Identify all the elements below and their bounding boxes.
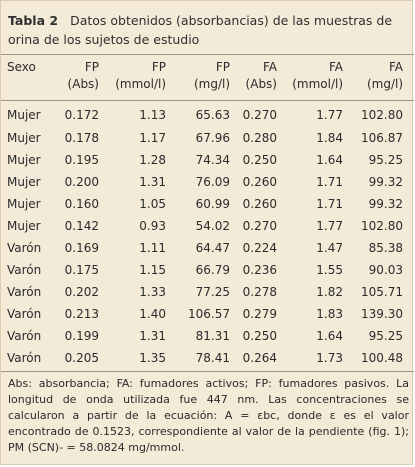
value-cell: 1.31 (139, 175, 166, 189)
sex-cell: Varón (7, 307, 42, 321)
value-cell: 1.31 (139, 329, 166, 343)
value-cell: 105.71 (361, 285, 403, 299)
value-cell: 1.64 (316, 153, 343, 167)
column-header: FP (mmol/l) (115, 60, 166, 91)
column-header: FA (mg/l) (366, 60, 403, 91)
value-cell: 1.13 (139, 108, 166, 122)
value-cell: 0.264 (242, 351, 277, 365)
table-row (7, 281, 409, 303)
table-row (7, 259, 409, 281)
value-cell: 1.17 (139, 131, 166, 145)
sex-cell: Mujer (7, 197, 41, 211)
table-title: Datos obtenidos (absorbancias) de las muestras de orina de los sujetos de estudio (8, 13, 393, 47)
sex-cell: Varón (7, 285, 42, 299)
value-cell: 0.178 (64, 131, 99, 145)
value-cell: 0.205 (64, 351, 99, 365)
sex-cell: Mujer (7, 131, 41, 145)
column-header: FA (Abs) (245, 60, 277, 91)
column-header: FP (mg/l) (193, 60, 230, 91)
value-cell: 1.71 (316, 197, 343, 211)
value-cell: 0.260 (242, 197, 277, 211)
value-cell: 0.270 (242, 108, 277, 122)
table-row (7, 325, 409, 347)
value-cell: 1.28 (139, 153, 166, 167)
value-cell: 0.270 (242, 219, 277, 233)
value-cell: 95.25 (368, 329, 403, 343)
value-cell: 1.40 (139, 307, 166, 321)
value-cell: 0.279 (242, 307, 277, 321)
value-cell: 1.55 (316, 263, 343, 277)
sex-cell: Mujer (7, 108, 41, 122)
sex-cell: Mujer (7, 153, 41, 167)
value-cell: 0.280 (242, 131, 277, 145)
top-rule (1, 54, 414, 55)
value-cell: 0.224 (242, 241, 277, 255)
table-label: Tabla 2 (8, 13, 59, 28)
value-cell: 65.63 (195, 108, 230, 122)
value-cell: 0.250 (242, 329, 277, 343)
column-header: Sexo (7, 60, 36, 74)
value-cell: 95.25 (368, 153, 403, 167)
sex-cell: Mujer (7, 175, 41, 189)
value-cell: 90.03 (368, 263, 403, 277)
table-row (7, 215, 409, 237)
table-row (7, 303, 409, 325)
value-cell: 100.48 (361, 351, 403, 365)
value-cell: 0.172 (64, 108, 99, 122)
value-cell: 1.82 (316, 285, 343, 299)
value-cell: 99.32 (368, 175, 403, 189)
sex-cell: Varón (7, 263, 42, 277)
value-cell: 1.15 (139, 263, 166, 277)
value-cell: 0.175 (64, 263, 99, 277)
value-cell: 0.195 (64, 153, 99, 167)
table-row (7, 193, 409, 215)
value-cell: 0.236 (242, 263, 277, 277)
value-cell: 99.32 (368, 197, 403, 211)
value-cell: 0.93 (139, 219, 166, 233)
value-cell: 76.09 (195, 175, 230, 189)
value-cell: 60.99 (195, 197, 230, 211)
value-cell: 1.77 (316, 108, 343, 122)
value-cell: 1.83 (316, 307, 343, 321)
value-cell: 0.169 (64, 241, 99, 255)
value-cell: 85.38 (368, 241, 403, 255)
table-footnote: Abs: absorbancia; FA: fumadores activos; FP: fumadores pasivos. La longitud de onda utilizada fue 447 nm. Las concentraciones se calcularon a partir de la ecuación: A = εbc, donde ε es el valor encontrado de 0.1523, correspondiente al valor de la pendiente (fig. 1); PM (SCN)- = 58.0824 mg/mmol. (8, 377, 409, 454)
value-cell: 0.260 (242, 175, 277, 189)
value-cell: 1.73 (316, 351, 343, 365)
value-cell: 1.47 (316, 241, 343, 255)
value-cell: 1.35 (139, 351, 166, 365)
data-table (7, 59, 409, 369)
value-cell: 1.33 (139, 285, 166, 299)
sex-cell: Mujer (7, 219, 41, 233)
value-cell: 0.199 (64, 329, 99, 343)
value-cell: 1.77 (316, 219, 343, 233)
value-cell: 1.84 (316, 131, 343, 145)
value-cell: 1.05 (139, 197, 166, 211)
sex-cell: Varón (7, 241, 42, 255)
table-body (7, 99, 409, 369)
value-cell: 106.57 (188, 307, 230, 321)
value-cell: 1.71 (316, 175, 343, 189)
value-cell: 64.47 (195, 241, 230, 255)
value-cell: 54.02 (195, 219, 230, 233)
bottom-rule (1, 371, 414, 372)
value-cell: 139.30 (361, 307, 403, 321)
value-cell: 81.31 (195, 329, 230, 343)
value-cell: 0.278 (242, 285, 277, 299)
value-cell: 74.34 (195, 153, 230, 167)
value-cell: 1.11 (139, 241, 166, 255)
sex-cell: Varón (7, 351, 42, 365)
value-cell: 66.79 (195, 263, 230, 277)
value-cell: 0.142 (64, 219, 99, 233)
table-row (7, 347, 409, 369)
table-row (7, 127, 409, 149)
value-cell: 78.41 (195, 351, 230, 365)
table-header (7, 59, 409, 99)
table-caption (8, 11, 410, 49)
value-cell: 0.250 (242, 153, 277, 167)
table-row (7, 149, 409, 171)
column-header: FA (mmol/l) (292, 60, 343, 91)
value-cell: 106.87 (361, 131, 403, 145)
value-cell: 0.213 (64, 307, 99, 321)
table-row (7, 237, 409, 259)
value-cell: 102.80 (361, 108, 403, 122)
value-cell: 1.64 (316, 329, 343, 343)
value-cell: 0.200 (64, 175, 99, 189)
header-row (7, 59, 409, 93)
table-row (7, 171, 409, 193)
value-cell: 102.80 (361, 219, 403, 233)
value-cell: 67.96 (195, 131, 230, 145)
value-cell: 77.25 (195, 285, 230, 299)
sex-cell: Varón (7, 329, 42, 343)
column-header: FP (Abs) (67, 60, 99, 91)
value-cell: 0.202 (64, 285, 99, 299)
value-cell: 0.160 (64, 197, 99, 211)
table-row (7, 99, 409, 127)
